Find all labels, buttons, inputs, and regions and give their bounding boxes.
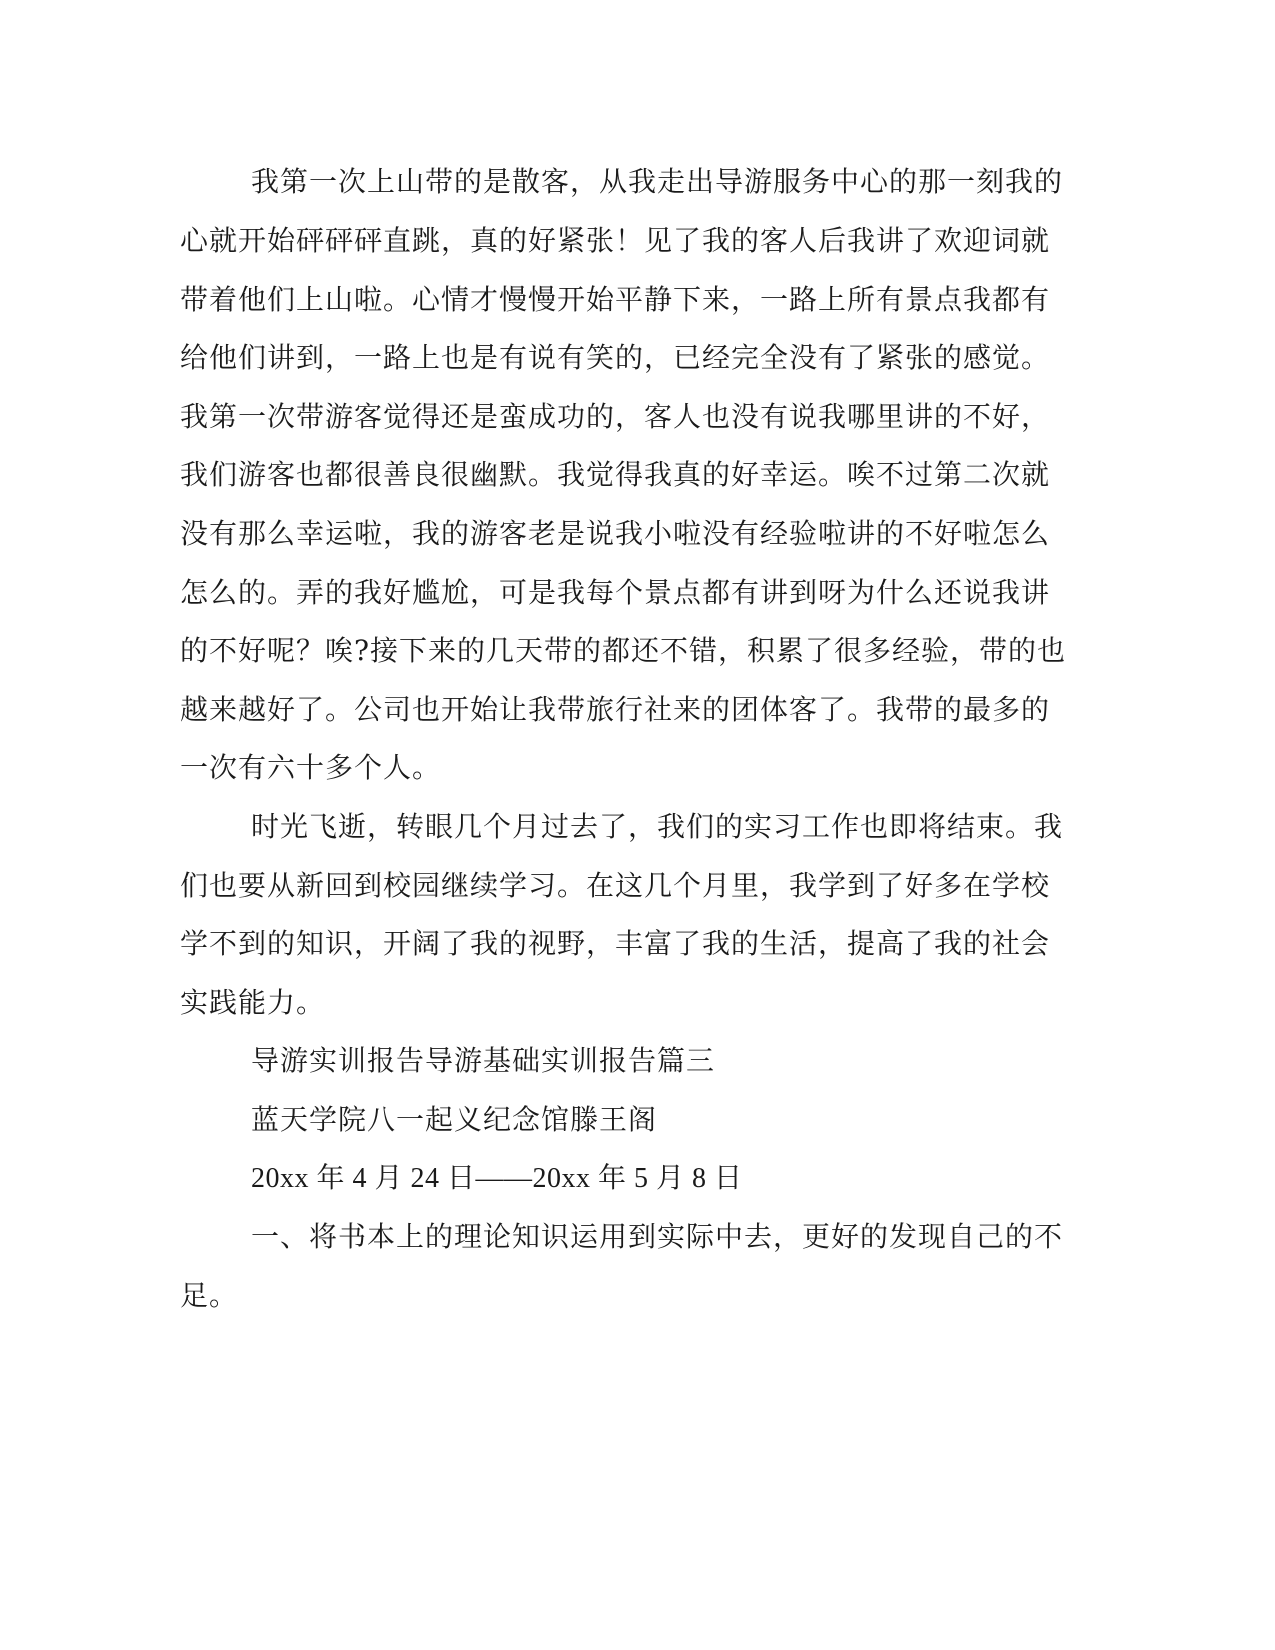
- paragraph-2-line-1: 时光飞逝，转眼几个月过去了，我们的实习工作也即将结束。我: [251, 810, 1064, 843]
- paragraph-2-line-2: 们也要从新回到校园继续学习。在这几个月里，我学到了好多在学校: [180, 869, 1051, 902]
- point-1-line-1: 一、将书本上的理论知识运用到实际中去，更好的发现自己的不: [251, 1220, 1064, 1253]
- paragraph-1-line-3: 带着他们上山啦。心情才慢慢开始平静下来，一路上所有景点我都有: [180, 283, 1051, 316]
- locations-line: 蓝天学院八一起义纪念馆滕王阁: [251, 1103, 658, 1136]
- point-1-line-2: 足。: [180, 1279, 239, 1312]
- paragraph-1-line-4: 给他们讲到，一路上也是有说有笑的，已经完全没有了紧张的感觉。: [180, 341, 1051, 374]
- section-heading: 导游实训报告导游基础实训报告篇三: [251, 1044, 716, 1077]
- paragraph-1-line-11: 一次有六十多个人。: [180, 751, 442, 784]
- date-range-line: 20xx 年 4 月 24 日——20xx 年 5 月 8 日: [251, 1163, 743, 1194]
- paragraph-1-line-7: 没有那么幸运啦，我的游客老是说我小啦没有经验啦讲的不好啦怎么: [180, 517, 1051, 550]
- paragraph-1-line-10: 越来越好了。公司也开始让我带旅行社来的团体客了。我带的最多的: [180, 693, 1051, 726]
- paragraph-1-line-9: 的不好呢？唉?接下来的几天带的都还不错，积累了很多经验，带的也: [180, 634, 1067, 667]
- paragraph-1-line-5: 我第一次带游客觉得还是蛮成功的，客人也没有说我哪里讲的不好，: [180, 400, 1051, 433]
- paragraph-1-line-6: 我们游客也都很善良很幽默。我觉得我真的好幸运。唉不过第二次就: [180, 458, 1051, 491]
- paragraph-2-line-4: 实践能力。: [180, 986, 326, 1019]
- paragraph-1-line-2: 心就开始砰砰砰直跳，真的好紧张！见了我的客人后我讲了欢迎词就: [180, 224, 1051, 257]
- paragraph-1-line-1: 我第一次上山带的是散客，从我走出导游服务中心的那一刻我的: [251, 165, 1064, 198]
- paragraph-1-line-8: 怎么的。弄的我好尴尬，可是我每个景点都有讲到呀为什么还说我讲: [180, 576, 1051, 609]
- paragraph-2-line-3: 学不到的知识，开阔了我的视野，丰富了我的生活，提高了我的社会: [180, 927, 1051, 960]
